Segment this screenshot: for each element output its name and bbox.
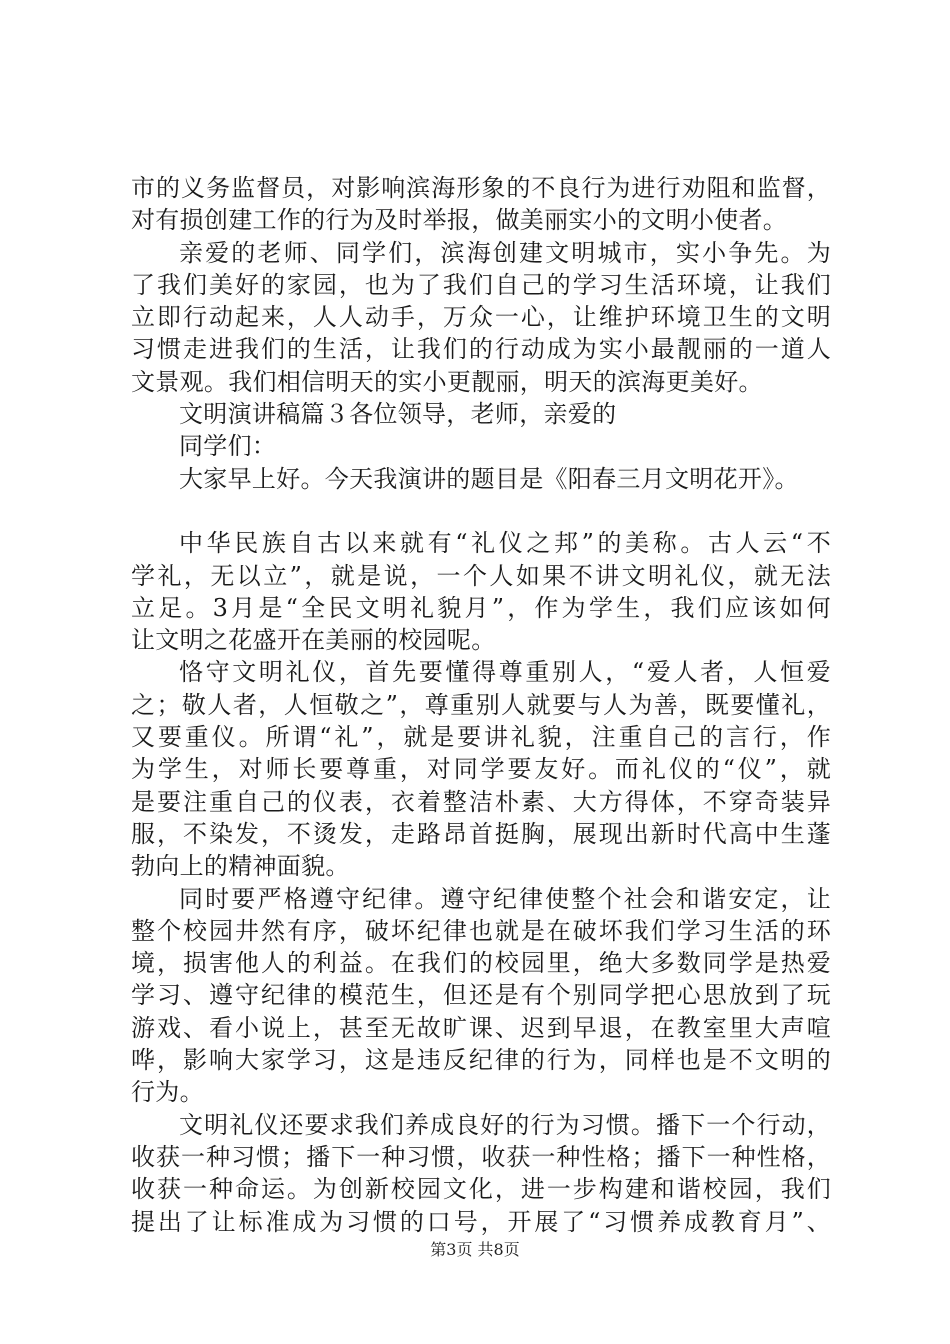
paragraph-start-line: 大家早上好。今天我演讲的题目是《阳春三月文明花开》。 — [179, 464, 799, 493]
text-line: 是要注重自己的仪表，衣着整洁朴素、大方得体，不穿奇装异 — [131, 787, 831, 816]
text-line: 学礼，无以立”，就是说，一个人如果不讲文明礼仪，就无法 — [131, 561, 831, 590]
paragraph-start-line: 中华民族自古以来就有“礼仪之邦”的美称。古人云“不 — [179, 529, 831, 558]
text-line: 之；敬人者，人恒敬之”，尊重别人就要与人为善，既要懂礼， — [131, 690, 831, 719]
text-line: 让文明之花盛开在美丽的校园呢。 — [131, 626, 496, 655]
section-heading-line: 文明演讲稿篇３各位领导，老师，亲爱的 — [179, 400, 617, 429]
text-line: 习惯走进我们的生活，让我们的行动成为实小最靓丽的一道人 — [131, 335, 831, 364]
text-line: 收获一种命运。为创新校园文化，进一步构建和谐校园，我们 — [131, 1175, 831, 1204]
text-line: 勃向上的精神面貌。 — [131, 852, 350, 881]
text-line: 立即行动起来，人人动手，万众一心，让维护环境卫生的文明 — [131, 303, 831, 332]
text-line: 立足。3月是“全民文明礼貌月”，作为学生，我们应该如何 — [131, 593, 831, 622]
text-line: 对有损创建工作的行为及时举报，做美丽实小的文明小使者。 — [131, 206, 788, 235]
text-line: 收获一种习惯；播下一种习惯，收获一种性格；播下一种性格， — [131, 1142, 831, 1171]
text-line: 游戏、看小说上，甚至无故旷课、迟到早退，在教室里大声喧 — [131, 1013, 831, 1042]
text-line: 为学生，对师长要尊重，对同学要友好。而礼仪的“仪”，就 — [131, 755, 831, 784]
text-line: 提出了让标准成为习惯的口号，开展了“习惯养成教育月”、 — [131, 1207, 831, 1236]
blank-line — [131, 495, 831, 527]
page-footer: 第3页 共8页 — [430, 1240, 520, 1259]
paragraph-start-line: 文明礼仪还要求我们养成良好的行为习惯。播下一个行动， — [179, 1110, 831, 1139]
text-line: 行为。 — [131, 1078, 204, 1107]
text-line: 文景观。我们相信明天的实小更靓丽，明天的滨海更美好。 — [131, 367, 763, 396]
text-line: 境，损害他人的利益。在我们的校园里，绝大多数同学是热爱 — [131, 949, 831, 978]
salutation-line: 同学们： — [179, 432, 277, 461]
text-line: 整个校园井然有序，破坏纪律也就是在破坏我们学习生活的环 — [131, 916, 831, 945]
body-text — [131, 172, 831, 1238]
paragraph-start-line: 同时要严格遵守纪律。遵守纪律使整个社会和谐安定，让 — [179, 884, 831, 913]
text-line: 学习、遵守纪律的模范生，但还是有个别同学把心思放到了玩 — [131, 981, 831, 1010]
paragraph-start-line: 亲爱的老师、同学们，滨海创建文明城市，实小争先。为 — [179, 238, 831, 267]
text-line: 哗，影响大家学习，这是违反纪律的行为，同样也是不文明的 — [131, 1046, 831, 1075]
paragraph-start-line: 恪守文明礼仪，首先要懂得尊重别人，“爱人者，人恒爱 — [179, 658, 831, 687]
text-line: 了我们美好的家园，也为了我们自己的学习生活环境，让我们 — [131, 270, 831, 299]
text-line: 又要重仪。所谓“礼”，就是要讲礼貌，注重自己的言行，作 — [131, 723, 831, 752]
text-line: 服，不染发，不烫发，走路昂首挺胸，展现出新时代高中生蓬 — [131, 819, 831, 848]
text-line: 市的义务监督员，对影响滨海形象的不良行为进行劝阻和监督， — [131, 174, 831, 202]
